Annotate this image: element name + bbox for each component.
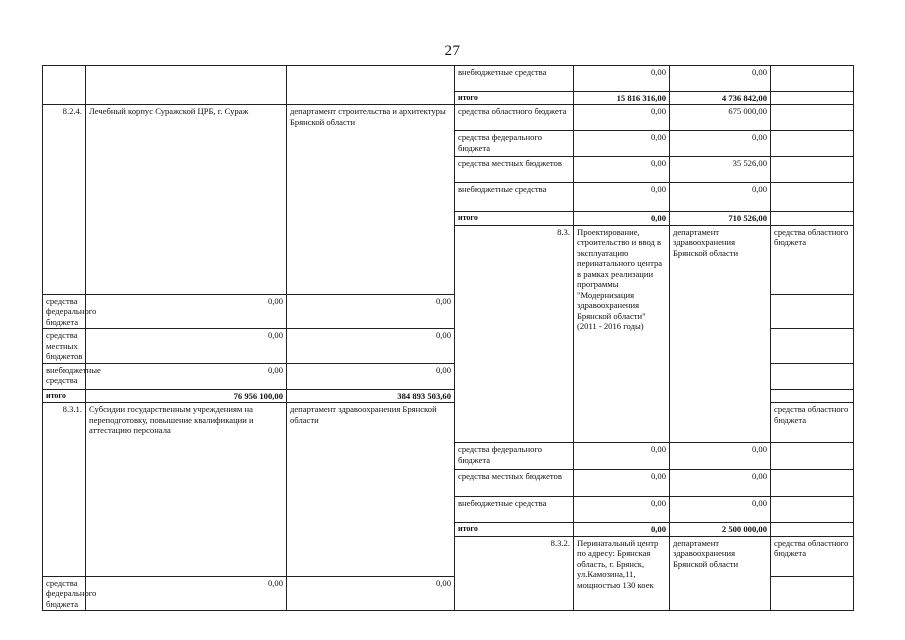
funding-source-cell: средства местных бюджетов — [455, 470, 574, 497]
empty-cell — [771, 389, 854, 402]
amount-cell-2: 0,00 — [670, 183, 771, 212]
funding-source-cell: средства федерального бюджета — [455, 131, 574, 157]
amount-cell-1: 0,00 — [86, 329, 287, 363]
table-row — [43, 105, 854, 131]
funding-source-cell: средства областного бюджета — [455, 105, 574, 131]
row-number-cell: 8.3.1. — [43, 403, 86, 576]
empty-cell — [771, 183, 854, 212]
funding-source-cell: средства федерального бюджета — [43, 576, 86, 610]
funding-source-cell: средства местных бюджетов — [43, 329, 86, 363]
empty-cell — [771, 105, 854, 131]
amount-cell-1: 0,00 — [574, 470, 670, 497]
funding-source-cell: внебюджетные средства — [455, 66, 574, 92]
empty-cell — [771, 576, 854, 610]
funding-source-cell: средства областного бюджета — [771, 225, 854, 294]
funding-source-cell: итого — [455, 212, 574, 225]
empty-cell — [771, 92, 854, 105]
amount-cell-1: 0,00 — [86, 363, 287, 389]
amount-cell-1: 0,00 — [574, 157, 670, 183]
row-number-cell — [43, 66, 86, 105]
amount-cell-1: 76 956 100,00 — [86, 389, 287, 402]
amount-cell-2: 384 893 503,60 — [287, 389, 455, 402]
event-name-cell: Проектирование, строительство и ввод в эксплуатацию перинатального центра в рамках реализации программы "Модернизация здравоохранения Брянской области" (2011 - 2016 годы) — [574, 225, 670, 442]
funding-source-cell: итого — [455, 92, 574, 105]
table-row — [43, 66, 854, 92]
event-name-cell: Лечебный корпус Суражской ЦРБ, г. Сураж — [86, 105, 287, 294]
amount-cell-2: 0,00 — [287, 329, 455, 363]
amount-cell-2: 0,00 — [670, 131, 771, 157]
page-number: 27 — [444, 43, 461, 59]
empty-cell — [771, 157, 854, 183]
empty-cell — [771, 363, 854, 389]
executor-cell: департамент здравоохранения Брянской области — [670, 225, 771, 442]
amount-cell-1: 0,00 — [574, 443, 670, 470]
row-number-cell: 8.3. — [455, 225, 574, 442]
amount-cell-2: 0,00 — [670, 66, 771, 92]
amount-cell-2: 0,00 — [670, 497, 771, 523]
row-number-cell: 8.3.2. — [455, 536, 574, 610]
empty-cell — [771, 523, 854, 536]
event-name-cell: Субсидии государственным учреждениям на переподготовку, повышение квалификации и аттестацию персонала — [86, 403, 287, 576]
amount-cell-1: 0,00 — [574, 131, 670, 157]
funding-source-cell: средства федерального бюджета — [455, 443, 574, 470]
amount-cell-1: 0,00 — [574, 66, 670, 92]
amount-cell-2: 0,00 — [287, 576, 455, 610]
empty-cell — [771, 212, 854, 225]
budget-table — [42, 65, 854, 611]
amount-cell-2: 675 000,00 — [670, 105, 771, 131]
funding-source-cell: средства областного бюджета — [771, 403, 854, 443]
amount-cell-1: 0,00 — [574, 497, 670, 523]
funding-source-cell: средства областного бюджета — [771, 536, 854, 576]
amount-cell-2: 2 500 000,00 — [670, 523, 771, 536]
amount-cell-1: 0,00 — [574, 105, 670, 131]
event-name-cell — [86, 66, 287, 105]
amount-cell-1: 0,00 — [86, 576, 287, 610]
amount-cell-1: 0,00 — [574, 523, 670, 536]
event-name-cell: Перинатальный центр по адресу: Брянская область, г. Брянск, ул.Камозина,11, мощностью 130 коек — [574, 536, 670, 610]
amount-cell-2: 0,00 — [670, 470, 771, 497]
amount-cell-2: 0,00 — [287, 363, 455, 389]
amount-cell-2: 0,00 — [287, 294, 455, 328]
amount-cell-2: 710 526,00 — [670, 212, 771, 225]
amount-cell-2: 4 736 842,00 — [670, 92, 771, 105]
funding-source-cell: средства федерального бюджета — [43, 294, 86, 328]
amount-cell-2: 0,00 — [670, 443, 771, 470]
funding-source-cell: итого — [43, 389, 86, 402]
executor-cell: департамент строительства и архитектуры Брянской области — [287, 105, 455, 294]
budget-table-body — [43, 66, 854, 611]
executor-cell: департамент здравоохранения Брянской области — [287, 403, 455, 576]
executor-cell: департамент здравоохранения Брянской области — [670, 536, 771, 610]
empty-cell — [771, 470, 854, 497]
funding-source-cell: внебюджетные средства — [43, 363, 86, 389]
amount-cell-2: 35 526,00 — [670, 157, 771, 183]
executor-cell — [287, 66, 455, 105]
empty-cell — [771, 131, 854, 157]
row-number-cell: 8.2.4. — [43, 105, 86, 294]
amount-cell-1: 0,00 — [574, 212, 670, 225]
empty-cell — [771, 294, 854, 328]
amount-cell-1: 0,00 — [574, 183, 670, 212]
amount-cell-1: 15 816 316,00 — [574, 92, 670, 105]
amount-cell-1: 0,00 — [86, 294, 287, 328]
empty-cell — [771, 497, 854, 523]
empty-cell — [771, 329, 854, 363]
empty-cell — [771, 66, 854, 92]
funding-source-cell: внебюджетные средства — [455, 497, 574, 523]
empty-cell — [771, 443, 854, 470]
funding-source-cell: внебюджетные средства — [455, 183, 574, 212]
funding-source-cell: средства местных бюджетов — [455, 157, 574, 183]
funding-source-cell: итого — [455, 523, 574, 536]
